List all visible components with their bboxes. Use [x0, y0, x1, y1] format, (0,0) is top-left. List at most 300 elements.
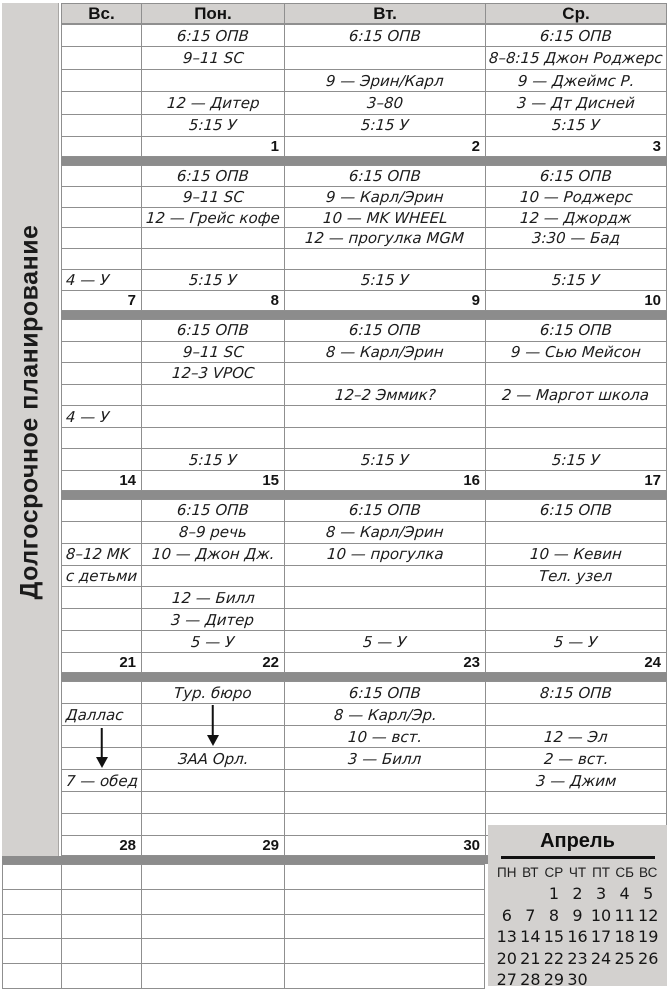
note-cell — [284, 939, 484, 963]
event-cell — [141, 566, 284, 587]
notes-grid — [2, 864, 485, 989]
event-cell — [62, 249, 141, 269]
event-cell — [62, 704, 141, 725]
event-cell — [141, 631, 284, 652]
event-text: 9 — Сью Мейсон — [510, 342, 642, 361]
event-text: 12–3 VPOC — [171, 364, 255, 383]
week-row — [62, 427, 666, 449]
note-cell — [61, 890, 141, 914]
note-row — [3, 938, 484, 963]
event-cell — [485, 249, 666, 269]
column-header: Ср. — [485, 4, 666, 23]
event-cell — [284, 587, 485, 608]
event-cell — [284, 566, 485, 587]
event-text: 6:15 ОПВ — [348, 683, 422, 702]
event-text: 3–80 — [366, 93, 404, 112]
event-cell — [485, 566, 666, 587]
week-row — [62, 362, 666, 384]
event-cell — [141, 208, 284, 228]
mini-calendar-date: 25 — [614, 948, 635, 968]
event-text: 9–11 SC — [181, 342, 245, 361]
event-cell — [62, 342, 141, 363]
event-cell — [284, 115, 485, 136]
event-text: 5:15 У — [551, 116, 601, 135]
week-row — [62, 186, 666, 207]
event-cell — [284, 428, 485, 449]
event-cell — [141, 187, 284, 207]
event-text: 10 — Джон Дж. — [151, 545, 275, 564]
day-number-row — [62, 136, 666, 156]
event-cell — [62, 770, 141, 791]
mini-calendar-date — [613, 969, 637, 991]
event-cell — [284, 47, 485, 68]
week-block — [61, 499, 667, 673]
event-cell — [284, 544, 485, 565]
event-cell — [141, 25, 284, 46]
mini-calendar-date: 13 — [496, 927, 517, 946]
event-cell — [62, 544, 141, 565]
event-text: 12 — прогулка MGM — [304, 229, 466, 248]
week-row — [62, 248, 666, 269]
event-text: 9–11 SC — [181, 187, 245, 206]
event-text: 6:15 ОПВ — [539, 321, 613, 340]
note-cell — [284, 865, 484, 889]
event-cell — [62, 631, 141, 652]
event-text: 3 — Дт Дисней — [516, 93, 636, 112]
event-cell — [284, 792, 485, 813]
event-cell — [141, 814, 284, 835]
event-cell — [284, 270, 485, 290]
sidebar — [2, 3, 59, 856]
note-cell — [61, 915, 141, 939]
mini-calendar-date: 5 — [643, 884, 654, 903]
event-text: 6:15 ОПВ — [539, 26, 613, 45]
down-arrow-icon — [206, 705, 220, 746]
event-text: 3 — Джим — [535, 771, 617, 790]
event-text: 7 — обед — [65, 771, 139, 790]
event-text: 8 — Карл/Эрин — [325, 523, 445, 542]
mini-calendar-date: 18 — [614, 927, 635, 946]
note-cell — [141, 865, 284, 889]
week-row — [62, 46, 666, 68]
day-number-cell: 1 — [141, 137, 284, 156]
week-row — [62, 320, 666, 341]
event-cell — [485, 704, 666, 725]
event-cell — [141, 748, 284, 769]
day-number-cell: 29 — [141, 836, 284, 855]
mini-calendar-date: 27 — [496, 970, 517, 989]
event-text: 6:15 ОПВ — [348, 26, 422, 45]
event-cell — [284, 682, 485, 703]
week-row — [62, 725, 666, 747]
event-cell — [141, 342, 284, 363]
week-row — [62, 703, 666, 725]
event-cell — [284, 770, 485, 791]
event-cell — [284, 609, 485, 630]
week-row — [62, 405, 666, 427]
week-row — [62, 682, 666, 703]
event-text: Тур. бюро — [173, 683, 253, 702]
mini-calendar-weekday: ВС — [639, 865, 658, 880]
event-text: 5 — У — [362, 632, 408, 651]
event-cell — [62, 587, 141, 608]
event-text: 6:15 ОПВ — [348, 501, 422, 520]
note-row — [3, 963, 484, 988]
event-text: 8 — Карл/Эр. — [332, 705, 438, 724]
mini-calendar-date: 6 — [501, 905, 512, 925]
event-text: 5 — У — [553, 632, 599, 651]
event-text: 12 — Эл — [543, 727, 609, 746]
event-cell — [141, 228, 284, 248]
mini-calendar-date: 24 — [590, 948, 612, 968]
event-text: Тел. узел — [538, 567, 614, 585]
week-separator-bar — [61, 311, 667, 319]
day-number-cell: 17 — [485, 471, 666, 490]
event-cell — [62, 92, 141, 113]
event-cell — [62, 187, 141, 207]
week-row — [62, 227, 666, 248]
event-text: Даллас — [65, 705, 125, 724]
event-cell — [485, 363, 666, 384]
event-cell — [141, 47, 284, 68]
mini-calendar-date: 2 — [572, 884, 583, 903]
mini-calendar-date — [636, 969, 660, 991]
week-row — [62, 114, 666, 136]
mini-calendar-weekday: СР — [544, 865, 564, 880]
week-row — [62, 500, 666, 521]
event-cell — [62, 115, 141, 136]
event-cell — [141, 500, 284, 521]
mini-calendar-weekday-row — [488, 865, 667, 880]
day-number-cell: 30 — [284, 836, 485, 855]
note-cell — [141, 890, 284, 914]
event-cell — [62, 208, 141, 228]
mini-calendar-date: 11 — [614, 905, 635, 925]
event-cell — [284, 406, 485, 427]
week-row — [62, 166, 666, 186]
event-cell — [62, 566, 141, 587]
event-cell — [284, 449, 485, 470]
week-row — [62, 207, 666, 228]
event-text: 2 — Маргот школа — [501, 386, 651, 405]
event-text: 3 — Дитер — [170, 610, 256, 629]
day-number-cell: 8 — [141, 291, 284, 310]
event-text: 12–2 Эммик? — [333, 386, 437, 405]
event-text: 5 — У — [190, 632, 236, 651]
event-cell — [141, 115, 284, 136]
note-cell — [284, 964, 484, 988]
event-text: 10 — MK WHEEL — [322, 208, 448, 227]
event-cell — [62, 70, 141, 91]
column-header: Вс. — [88, 3, 115, 23]
down-arrow-icon — [95, 728, 109, 769]
week-row — [62, 769, 666, 791]
event-cell — [62, 406, 141, 427]
event-cell — [62, 682, 141, 703]
event-cell — [284, 249, 485, 269]
note-row — [3, 889, 484, 914]
week-row — [62, 586, 666, 608]
note-row — [3, 865, 484, 889]
day-number-cell: 7 — [127, 291, 136, 309]
note-cell — [61, 964, 141, 988]
event-text: 6:15 ОПВ — [348, 166, 422, 185]
mini-calendar-date: 23 — [567, 948, 588, 968]
event-cell — [485, 270, 666, 290]
column-header: Вт. — [284, 4, 485, 23]
day-number-cell: 15 — [141, 471, 284, 490]
event-text: 4 — У — [65, 407, 110, 426]
day-number-cell: 9 — [284, 291, 485, 310]
mini-calendar-date: 1 — [548, 884, 560, 903]
day-number-row — [62, 470, 666, 490]
day-number-cell: 2 — [284, 137, 485, 156]
event-text: 6:15 ОПВ — [176, 166, 250, 185]
mini-calendar-date: 3 — [595, 884, 607, 903]
event-cell — [141, 249, 284, 269]
event-cell — [485, 92, 666, 113]
note-row — [3, 914, 484, 939]
day-number-cell: 21 — [119, 654, 136, 672]
event-cell — [62, 500, 141, 521]
week-row — [62, 69, 666, 91]
note-cell — [3, 915, 61, 939]
week-row — [62, 384, 666, 406]
event-text: 3:30 — Бад — [531, 229, 621, 248]
event-cell — [284, 92, 485, 113]
mini-calendar-dates — [488, 880, 667, 991]
mini-calendar-date: 10 — [590, 905, 612, 925]
event-cell — [62, 522, 141, 543]
event-cell — [485, 522, 666, 543]
mini-calendar-weekday: ПН — [497, 865, 517, 880]
event-cell — [141, 682, 284, 703]
event-cell — [284, 522, 485, 543]
event-cell — [62, 270, 141, 290]
day-number-cell: 14 — [119, 472, 136, 490]
event-cell — [62, 814, 141, 835]
mini-calendar-date: 9 — [572, 905, 583, 925]
event-text: 6:15 ОПВ — [539, 166, 613, 185]
event-text: 6:15 ОПВ — [176, 501, 250, 520]
week-row — [62, 269, 666, 290]
event-cell — [141, 320, 284, 341]
week-separator-bar — [61, 491, 667, 499]
event-cell — [284, 320, 485, 341]
mini-calendar-date: 20 — [496, 948, 517, 968]
event-cell — [485, 406, 666, 427]
event-text: 6:15 ОПВ — [176, 26, 250, 45]
event-cell — [284, 748, 485, 769]
event-cell — [284, 208, 485, 228]
note-cell — [141, 939, 284, 963]
event-text: 6:15 ОПВ — [348, 321, 422, 340]
event-cell — [485, 166, 666, 186]
event-cell — [62, 385, 141, 406]
event-text: 4 — У — [65, 271, 110, 290]
note-cell — [141, 964, 284, 988]
event-cell — [485, 47, 666, 68]
event-cell — [485, 342, 666, 363]
event-cell — [62, 47, 141, 68]
column-header: Пон. — [141, 4, 284, 23]
mini-calendar-date: 15 — [543, 927, 565, 946]
event-cell — [141, 609, 284, 630]
event-cell — [485, 25, 666, 46]
event-cell — [141, 770, 284, 791]
event-cell — [485, 208, 666, 228]
event-text: 12 — Билл — [170, 588, 256, 607]
event-text: 5:15 У — [360, 271, 410, 290]
event-text: 12 — Джордж — [519, 208, 633, 227]
event-cell — [485, 428, 666, 449]
mini-calendar-date: 16 — [567, 927, 588, 946]
event-cell — [485, 544, 666, 565]
event-cell — [485, 748, 666, 769]
event-cell — [485, 385, 666, 406]
day-number-cell: 23 — [284, 653, 485, 672]
event-cell — [141, 544, 284, 565]
mini-calendar-date — [519, 883, 543, 905]
event-text: 8–12 MK — [65, 545, 131, 564]
mini-calendar-weekday: ЧТ — [568, 865, 587, 880]
event-cell — [141, 385, 284, 406]
event-text: 10 — прогулка — [325, 545, 444, 564]
event-text: 5:15 У — [360, 450, 410, 469]
sidebar-title: Долгосрочное планирование — [15, 224, 44, 600]
event-cell — [141, 522, 284, 543]
event-cell — [62, 320, 141, 341]
event-cell — [485, 631, 666, 652]
week-row — [62, 448, 666, 470]
event-text: 5:15 У — [360, 116, 410, 135]
note-cell — [3, 964, 61, 988]
mini-calendar-weekday: ВТ — [522, 865, 539, 880]
event-text: 5:15 У — [188, 271, 238, 290]
event-text: 10 — Кевин — [529, 545, 623, 564]
event-text: 5:15 У — [551, 271, 601, 290]
note-cell — [3, 865, 61, 889]
week-row — [62, 341, 666, 363]
arrow-head — [207, 735, 219, 746]
week-row — [62, 91, 666, 113]
event-text: 9–11 SC — [181, 49, 245, 68]
mini-calendar-date — [589, 969, 613, 991]
event-cell — [485, 682, 666, 703]
day-number-row — [62, 652, 666, 672]
event-text: 5:15 У — [188, 450, 238, 469]
event-cell — [141, 792, 284, 813]
event-cell — [485, 449, 666, 470]
note-cell — [284, 890, 484, 914]
event-cell — [284, 726, 485, 747]
event-cell — [284, 363, 485, 384]
event-cell — [284, 704, 485, 725]
event-text: 6:15 ОПВ — [539, 501, 613, 520]
mini-calendar-date: 19 — [638, 927, 659, 946]
week-row — [62, 565, 666, 587]
mini-calendar — [488, 825, 667, 989]
day-number-cell: 3 — [485, 137, 666, 156]
calendar-grid — [61, 3, 667, 856]
event-cell — [284, 228, 485, 248]
note-cell — [3, 890, 61, 914]
note-cell — [141, 915, 284, 939]
event-text: 8–8:15 Джон Роджерс — [488, 49, 664, 68]
event-text: 5:15 У — [188, 116, 238, 135]
event-cell — [284, 385, 485, 406]
event-cell — [62, 609, 141, 630]
day-number-cell — [62, 137, 141, 156]
week-row — [62, 543, 666, 565]
note-cell — [284, 915, 484, 939]
week-block — [61, 24, 667, 157]
week-separator-bar — [61, 673, 667, 681]
mini-calendar-title: Апрель — [540, 830, 615, 852]
mini-calendar-date: 28 — [520, 970, 541, 989]
event-cell — [62, 449, 141, 470]
event-cell — [284, 631, 485, 652]
day-number-cell: 28 — [119, 837, 136, 854]
event-cell — [485, 320, 666, 341]
event-cell — [485, 726, 666, 747]
event-cell — [62, 792, 141, 813]
event-cell — [485, 187, 666, 207]
day-number-cell: 16 — [284, 471, 485, 490]
mini-calendar-date: 12 — [638, 905, 659, 925]
event-cell — [62, 428, 141, 449]
event-text: 9 — Джеймс Р. — [517, 71, 635, 90]
mini-calendar-weekday: СБ — [615, 865, 634, 880]
event-cell — [485, 500, 666, 521]
mini-calendar-date: 7 — [525, 905, 536, 925]
mini-calendar-date: 26 — [638, 948, 659, 968]
event-cell — [141, 428, 284, 449]
day-number-cell: 22 — [141, 653, 284, 672]
event-text: 12 — Грейс кофе — [145, 208, 281, 227]
week-separator-bar — [2, 856, 488, 864]
note-cell — [61, 865, 141, 889]
event-text: 9 — Карл/Эрин — [325, 187, 445, 206]
event-cell — [284, 166, 485, 186]
event-cell — [62, 228, 141, 248]
week-row — [62, 791, 666, 813]
week-separator-bar — [61, 157, 667, 165]
event-cell — [284, 814, 485, 835]
mini-calendar-date: 17 — [590, 927, 612, 946]
week-row — [62, 747, 666, 769]
mini-calendar-date: 14 — [520, 927, 541, 946]
week-block — [61, 165, 667, 311]
event-cell — [485, 792, 666, 813]
event-cell — [141, 70, 284, 91]
mini-calendar-date: 4 — [619, 884, 630, 903]
arrow-head — [96, 757, 108, 768]
event-text: ЗАА Орл. — [177, 749, 249, 768]
event-cell — [141, 449, 284, 470]
mini-calendar-date: 8 — [548, 905, 560, 925]
event-text: с детьми — [65, 567, 138, 585]
week-row — [62, 630, 666, 652]
week-row — [62, 25, 666, 46]
mini-calendar-date: 29 — [543, 970, 565, 989]
event-cell — [141, 92, 284, 113]
event-cell — [485, 587, 666, 608]
day-number-cell: 10 — [485, 291, 666, 310]
event-cell — [62, 363, 141, 384]
event-cell — [141, 166, 284, 186]
week-row — [62, 521, 666, 543]
